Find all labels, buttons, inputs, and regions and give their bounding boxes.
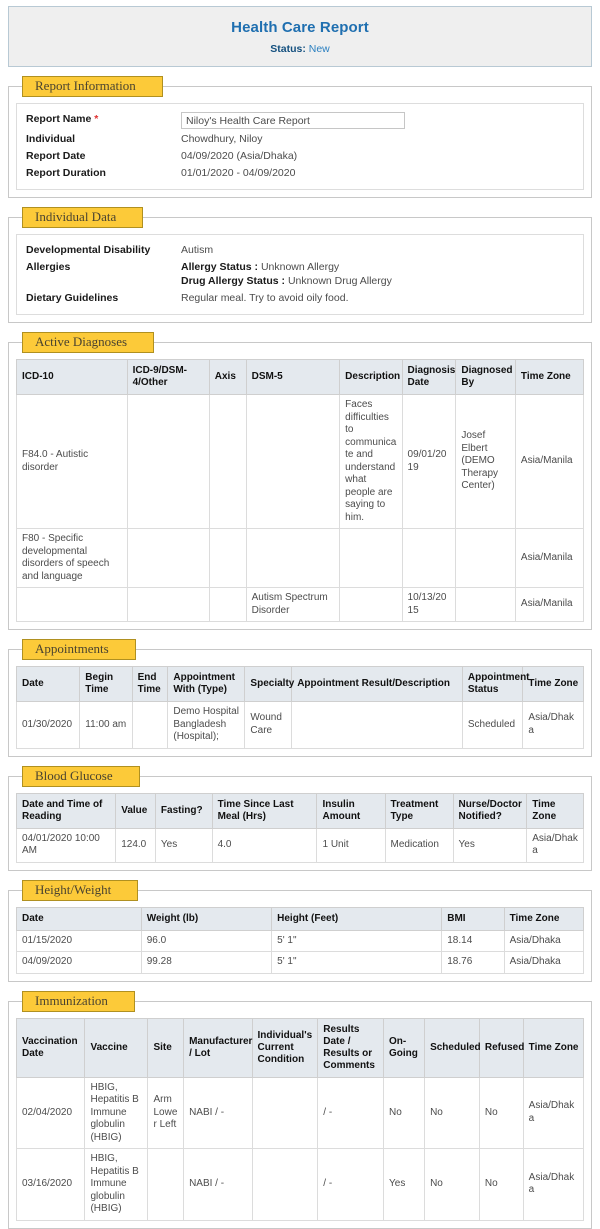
report-title-banner: [8, 6, 592, 67]
section-legend-immunization: Immunization: [22, 991, 135, 1012]
cell-icd10: F80 - Specific developmental disorders of speech and language: [17, 529, 128, 588]
report-duration-label: Report Duration: [26, 167, 106, 179]
cell-value: 124.0: [116, 828, 156, 862]
col-scheduled: Scheduled: [425, 1018, 480, 1077]
col-insulin-amount: Insulin Amount: [317, 793, 385, 828]
cell-time-zone: Asia/Dhaka: [504, 952, 583, 974]
cell-icd10: [17, 588, 128, 622]
table-row: [17, 529, 584, 588]
col-description: Description: [340, 360, 402, 395]
col-treatment-type: Treatment Type: [385, 793, 453, 828]
allergy-status-value: Unknown Allergy: [260, 261, 340, 273]
cell-date: 04/09/2020: [17, 952, 142, 974]
section-blood-glucose: [8, 766, 592, 871]
cell-on-going: No: [384, 1077, 425, 1149]
col-specialty: Specialty: [245, 667, 292, 702]
individual-row: [26, 131, 575, 148]
table-row: [17, 1077, 584, 1149]
col-appointment-status: Appointment Status: [462, 667, 523, 702]
cell-weight: 99.28: [141, 952, 271, 974]
cell-begin-time: 11:00 am: [80, 702, 132, 749]
allergies-row: [26, 259, 575, 290]
cell-time-zone: Asia/Dhaka: [527, 828, 584, 862]
cell-specialty: Wound Care: [245, 702, 292, 749]
developmental-disability-row: [26, 242, 575, 259]
col-vaccine: Vaccine: [85, 1018, 148, 1077]
blood-glucose-table: [16, 793, 584, 863]
section-legend-height-weight: Height/Weight: [22, 880, 138, 901]
col-on-going: On-Going: [384, 1018, 425, 1077]
cell-appointment-with: Demo Hospital Bangladesh (Hospital);: [168, 702, 245, 749]
col-diagnosis-date: Diagnosis Date: [402, 360, 456, 395]
table-row: [17, 828, 584, 862]
col-time-zone: Time Zone: [515, 360, 583, 395]
cell-vaccination-date: 03/16/2020: [17, 1149, 85, 1221]
cell-scheduled: No: [425, 1149, 480, 1221]
cell-icd9: [127, 395, 209, 529]
col-begin-time: Begin Time: [80, 667, 132, 702]
cell-time-zone: Asia/Manila: [515, 529, 583, 588]
col-dsm5: DSM-5: [246, 360, 340, 395]
cell-treatment-type: Medication: [385, 828, 453, 862]
table-header-row: [17, 360, 584, 395]
dietary-guidelines-row: [26, 290, 575, 307]
col-diagnosed-by: Diagnosed By: [456, 360, 516, 395]
cell-datetime-of-reading: 04/01/2020 10:00 AM: [17, 828, 116, 862]
table-header-row: [17, 793, 584, 828]
page-title: Health Care Report: [231, 19, 369, 36]
cell-time-zone: Asia/Dhaka: [523, 1077, 583, 1149]
cell-results: / -: [318, 1149, 384, 1221]
cell-axis: [209, 395, 246, 529]
cell-time-zone: Asia/Dhaka: [523, 702, 584, 749]
table-row: [17, 952, 584, 974]
cell-appointment-status: Scheduled: [462, 702, 523, 749]
cell-refused: No: [479, 1077, 523, 1149]
report-information-table: [26, 111, 575, 182]
report-name-value-cell: [181, 111, 575, 131]
cell-axis: [209, 588, 246, 622]
status-line: [9, 43, 591, 55]
status-label: Status:: [270, 43, 306, 55]
cell-date: 01/30/2020: [17, 702, 80, 749]
cell-dsm5: [246, 529, 340, 588]
cell-weight: 96.0: [141, 930, 271, 952]
cell-refused: No: [479, 1149, 523, 1221]
col-value: Value: [116, 793, 156, 828]
col-date: Date: [17, 907, 142, 930]
allergy-status-line: [181, 260, 575, 274]
cell-nurse-doctor-notified: Yes: [453, 828, 527, 862]
cell-vaccination-date: 02/04/2020: [17, 1077, 85, 1149]
col-time-zone: Time Zone: [523, 1018, 583, 1077]
cell-description: [340, 529, 402, 588]
developmental-disability-label: Developmental Disability: [26, 244, 151, 256]
cell-manufacturer-lot: NABI / -: [184, 1077, 252, 1149]
col-end-time: End Time: [132, 667, 168, 702]
col-icd9-dsm4-other: ICD-9/DSM-4/Other: [127, 360, 209, 395]
cell-height: 5' 1": [272, 952, 442, 974]
report-name-label-cell: [26, 111, 181, 131]
table-row: [17, 702, 584, 749]
table-row: [17, 1149, 584, 1221]
dietary-guidelines-value: Regular meal. Try to avoid oily food.: [181, 292, 349, 304]
report-date-row: [26, 148, 575, 165]
cell-date: 01/15/2020: [17, 930, 142, 952]
allergy-status-label: Allergy Status :: [181, 261, 259, 273]
table-header-row: [17, 667, 584, 702]
appointments-table: [16, 666, 584, 749]
cell-description: [340, 588, 402, 622]
cell-time-zone: Asia/Dhaka: [523, 1149, 583, 1221]
cell-on-going: Yes: [384, 1149, 425, 1221]
col-time-zone: Time Zone: [523, 667, 584, 702]
col-weight: Weight (lb): [141, 907, 271, 930]
cell-height: 5' 1": [272, 930, 442, 952]
col-date: Date: [17, 667, 80, 702]
cell-vaccine: HBIG, Hepatitis B Immune globulin (HBIG): [85, 1077, 148, 1149]
cell-appointment-result: [292, 702, 463, 749]
dietary-guidelines-label: Dietary Guidelines: [26, 292, 119, 304]
individual-label: Individual: [26, 133, 76, 145]
report-duration-row: [26, 165, 575, 182]
section-legend-report-information: Report Information: [22, 76, 163, 97]
required-marker-icon: *: [94, 113, 99, 125]
col-results: Results Date / Results or Comments: [318, 1018, 384, 1077]
cell-axis: [209, 529, 246, 588]
cell-time-since-last-meal: 4.0: [212, 828, 317, 862]
col-icd10: ICD-10: [17, 360, 128, 395]
immunization-table: [16, 1018, 584, 1221]
col-time-since-last-meal: Time Since Last Meal (Hrs): [212, 793, 317, 828]
active-diagnoses-table: [16, 359, 584, 622]
section-appointments: [8, 639, 592, 757]
cell-insulin-amount: 1 Unit: [317, 828, 385, 862]
col-height: Height (Feet): [272, 907, 442, 930]
section-immunization: [8, 991, 592, 1229]
col-appointment-result: Appointment Result/Description: [292, 667, 463, 702]
individual-value: Chowdhury, Niloy: [181, 133, 263, 145]
cell-vaccine: HBIG, Hepatitis B Immune globulin (HBIG): [85, 1149, 148, 1221]
table-row: [17, 588, 584, 622]
developmental-disability-value: Autism: [181, 244, 214, 256]
cell-site: Arm Lower Left: [148, 1077, 184, 1149]
individual-data-table: [26, 242, 575, 307]
col-current-condition: Individual's Current Condition: [252, 1018, 318, 1077]
cell-site: [148, 1149, 184, 1221]
cell-dsm5: Autism Spectrum Disorder: [246, 588, 340, 622]
cell-icd9: [127, 529, 209, 588]
cell-current-condition: [252, 1077, 318, 1149]
cell-diagnosis-date: 09/01/2019: [402, 395, 456, 529]
report-duration-value: 01/01/2020 - 04/09/2020: [181, 167, 296, 179]
allergies-value-cell: [181, 259, 575, 290]
cell-fasting: Yes: [155, 828, 212, 862]
section-height-weight: [8, 880, 592, 982]
status-badge: New: [308, 43, 330, 55]
report-date-value: 04/09/2020 (Asia/Dhaka): [181, 150, 298, 162]
col-vaccination-date: Vaccination Date: [17, 1018, 85, 1077]
col-nurse-doctor-notified: Nurse/Doctor Notified?: [453, 793, 527, 828]
col-refused: Refused: [479, 1018, 523, 1077]
cell-scheduled: No: [425, 1077, 480, 1149]
section-legend-appointments: Appointments: [22, 639, 136, 660]
section-individual-data: [8, 207, 592, 323]
cell-end-time: [132, 702, 168, 749]
cell-time-zone: Asia/Manila: [515, 395, 583, 529]
cell-description: Faces difficulties to communicate and understand what people are saying to him.: [340, 395, 402, 529]
col-time-zone: Time Zone: [527, 793, 584, 828]
cell-dsm5: [246, 395, 340, 529]
report-date-label: Report Date: [26, 150, 86, 162]
cell-manufacturer-lot: NABI / -: [184, 1149, 252, 1221]
cell-icd9: [127, 588, 209, 622]
col-manufacturer-lot: Manufacturer / Lot: [184, 1018, 252, 1077]
table-header-row: [17, 1018, 584, 1077]
cell-icd10: F84.0 - Autistic disorder: [17, 395, 128, 529]
cell-diagnosis-date: [402, 529, 456, 588]
drug-allergy-status-label: Drug Allergy Status :: [181, 275, 286, 287]
table-row: [17, 395, 584, 529]
section-active-diagnoses: [8, 332, 592, 630]
cell-time-zone: Asia/Dhaka: [504, 930, 583, 952]
section-legend-active-diagnoses: Active Diagnoses: [22, 332, 154, 353]
table-header-row: [17, 907, 584, 930]
allergies-label: Allergies: [26, 261, 71, 273]
col-axis: Axis: [209, 360, 246, 395]
cell-diagnosis-date: 10/13/2015: [402, 588, 456, 622]
drug-allergy-status-line: [181, 274, 575, 288]
cell-diagnosed-by: [456, 529, 516, 588]
section-legend-blood-glucose: Blood Glucose: [22, 766, 140, 787]
section-legend-individual-data: Individual Data: [22, 207, 143, 228]
col-appointment-with: Appointment With (Type): [168, 667, 245, 702]
cell-current-condition: [252, 1149, 318, 1221]
cell-diagnosed-by: [456, 588, 516, 622]
cell-results: / -: [318, 1077, 384, 1149]
report-information-box: [16, 103, 584, 190]
report-name-row: [26, 111, 575, 131]
cell-bmi: 18.14: [442, 930, 504, 952]
drug-allergy-status-value: Unknown Drug Allergy: [287, 275, 392, 287]
height-weight-table: [16, 907, 584, 974]
report-name-input[interactable]: [181, 112, 405, 129]
col-datetime-of-reading: Date and Time of Reading: [17, 793, 116, 828]
section-report-information: [8, 76, 592, 198]
individual-data-box: [16, 234, 584, 315]
report-name-label: Report Name: [26, 113, 92, 125]
col-time-zone: Time Zone: [504, 907, 583, 930]
cell-diagnosed-by: Josef Elbert (DEMO Therapy Center): [456, 395, 516, 529]
col-fasting: Fasting?: [155, 793, 212, 828]
col-site: Site: [148, 1018, 184, 1077]
cell-time-zone: Asia/Manila: [515, 588, 583, 622]
table-row: [17, 930, 584, 952]
col-bmi: BMI: [442, 907, 504, 930]
cell-bmi: 18.76: [442, 952, 504, 974]
